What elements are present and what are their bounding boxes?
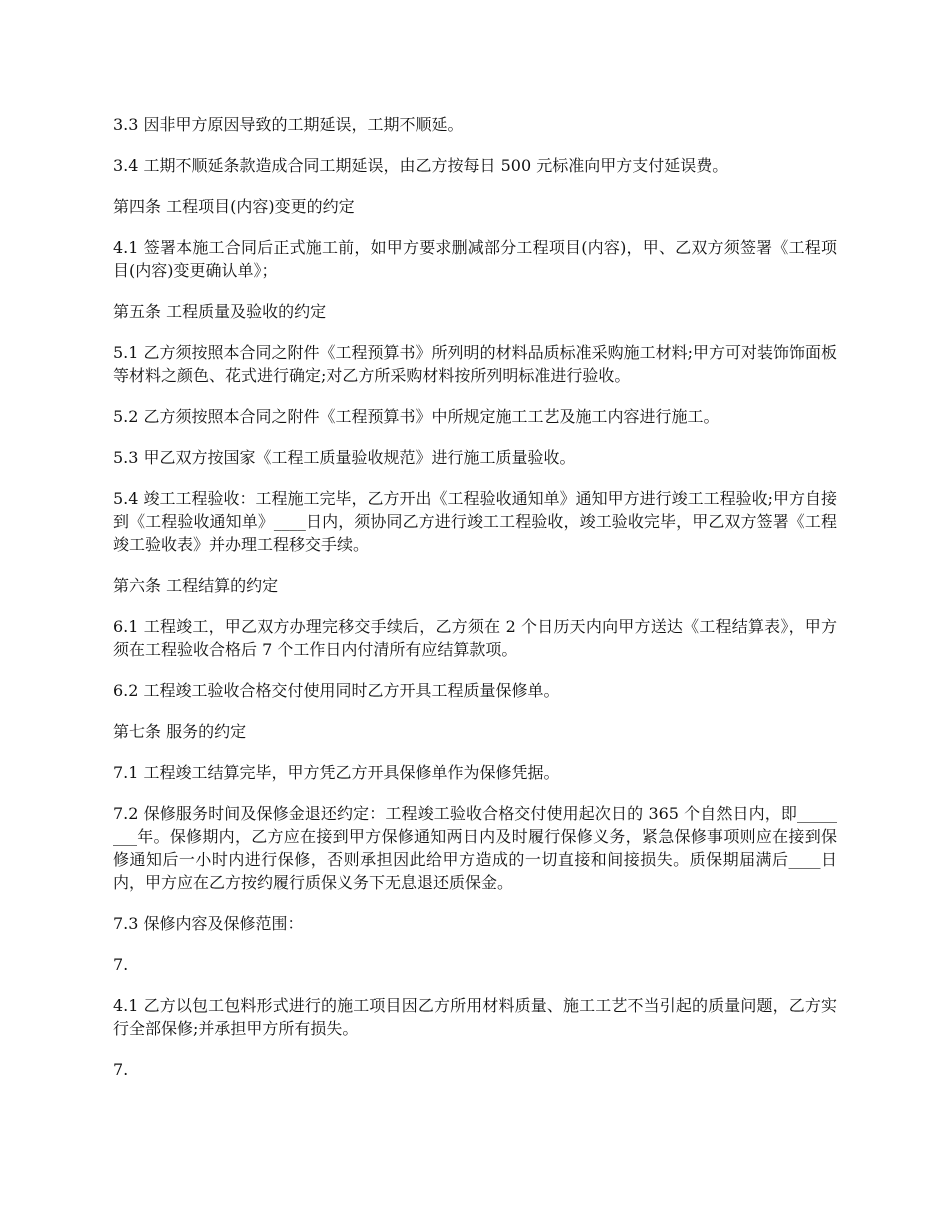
clause-5-3: 5.3 甲乙双方按国家《工程工质量验收规范》进行施工质量验收。 [113, 448, 576, 467]
clause-7-1: 7.1 工程竣工结算完毕，甲方凭乙方开具保修单作为保修凭据。 [113, 763, 560, 782]
clause-7-2: 7.2 保修服务时间及保修金退还约定：工程竣工验收合格交付使用起次日的 365 个自然日内，即________年。保修期内，乙方应在接到甲方保修通知两日内及时履行保修义务，紧急保修事项则应在接到保修通知后一小时内进行保修，否则承担因此给甲方造成的一切直接和间接损失。质保期届满后____日内，甲方应在乙方按约履行质保义务下无息退还质保金。 [113, 804, 837, 892]
clause-6-2: 6.2 工程竣工验收合格交付使用同时乙方开具工程质量保修单。 [113, 681, 560, 700]
clause-7-3: 7.3 保修内容及保修范围： [113, 914, 304, 933]
clause-5-4: 5.4 竣工工程验收：工程施工完毕，乙方开出《工程验收通知单》通知甲方进行竣工工程验收;甲方自接到《工程验收通知单》____日内，须协同乙方进行竣工工程验收，竣工验收完毕，甲乙双方签署《工程竣工验收表》并办理工程移交手续。 [113, 489, 837, 554]
document-body [113, 113, 837, 1099]
clause-3-3: 3.3 因非甲方原因导致的工期延误，工期不顺延。 [113, 115, 464, 134]
clause-6-1: 6.1 工程竣工，甲乙双方办理完移交手续后，乙方须在 2 个日历天内向甲方送达《工程结算表》，甲方须在工程验收合格后 7 个工作日内付清所有应结算款项。 [113, 617, 837, 659]
clause-5-1: 5.1 乙方须按照本合同之附件《工程预算书》所列明的材料品质标准采购施工材料;甲方可对装饰饰面板等材料之颜色、花式进行确定;对乙方所采购材料按所列明标准进行验收。 [113, 343, 837, 385]
clause-7-fragment: 7. [113, 955, 129, 974]
clause-7-fragment-end: 7. [113, 1060, 129, 1079]
clause-3-4: 3.4 工期不顺延条款造成合同工期延误，由乙方按每日 500 元标准向甲方支付延误费。 [113, 156, 729, 175]
article-5-heading: 第五条 工程质量及验收的约定 [113, 302, 327, 321]
article-6-heading: 第六条 工程结算的约定 [113, 576, 279, 595]
clause-5-2: 5.2 乙方须按照本合同之附件《工程预算书》中所规定施工工艺及施工内容进行施工。 [113, 407, 720, 426]
clause-4-1-warranty: 4.1 乙方以包工包料形式进行的施工项目因乙方所用材料质量、施工工艺不当引起的质量问题，乙方实行全部保修;并承担甲方所有损失。 [113, 996, 837, 1038]
clause-4-1: 4.1 签署本施工合同后正式施工前，如甲方要求删减部分工程项目(内容)，甲、乙双方须签署《工程项目(内容)变更确认单》； [113, 238, 837, 280]
article-7-heading: 第七条 服务的约定 [113, 722, 247, 741]
article-4-heading: 第四条 工程项目(内容)变更的约定 [113, 197, 355, 216]
